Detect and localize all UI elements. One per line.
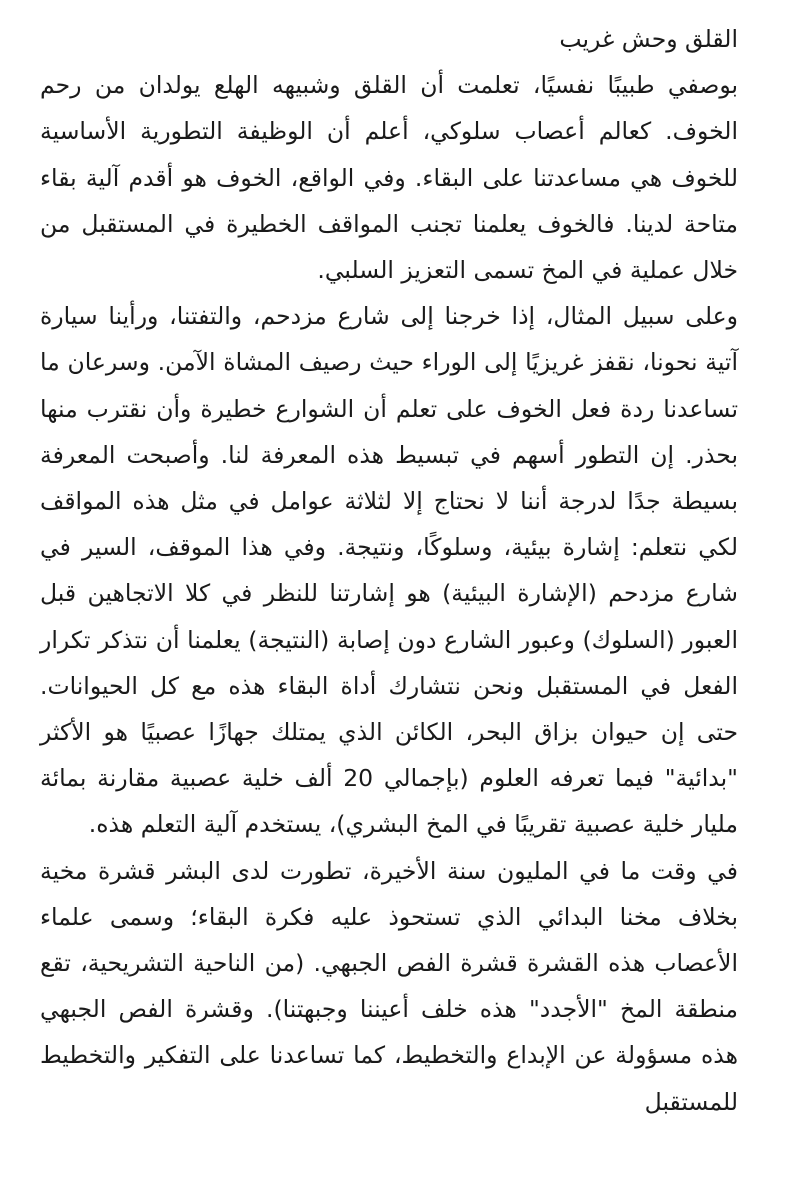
paragraph-prefrontal-cortex: في وقت ما في المليون سنة الأخيرة، تطورت لدى البشر قشرة مخية بخلاف مخنا البدائي الذي تستحوذ عليه فكرة البقاء؛ وسمى علماء الأعصاب هذه القشرة قشرة الفص الجبهي. (من الناحية التشريحية، تقع منطقة المخ "الأجدد" هذه خلف أعيننا وجبهتنا). وقشرة الفص الجبهي هذه مسؤولة عن الإبداع والتخطيط، كما تساعدنا على التفكير والتخطيط للمستقبل [40, 856, 738, 1116]
paragraph-street-example: وعلى سبيل المثال، إذا خرجنا إلى شارع مزدحم، والتفتنا، ورأينا سيارة آتية نحونا، نقفز غريزيًا إلى الوراء حيث رصيف المشاة الآمن. وسرعان ما تساعدنا ردة فعل الخوف على تعلم أن الشوارع خطيرة وأن نقترب منها بحذر. إن التطور أسهم في تبسيط هذه المعرفة لنا. وأصبحت المعرفة بسيطة جدًا لدرجة أننا لا نحتاج إلا لثلاثة عوامل في مثل هذه المواقف لكي نتعلم: إشارة بيئية، وسلوكًا، ونتيجة. وفي هذا الموقف، السير في شارع مزدحم (الإشارة البيئية) هو إشارتنا للنظر في كلا الاتجاهين قبل العبور (السلوك) وعبور الشارع دون إصابة (النتيجة) يعلمنا أن نتذكر تكرار الفعل في المستقبل ونحن نتشارك أداة البقاء هذه مع كل الحيوانات. حتى إن حيوان بزاق البحر، الكائن الذي يمتلك جهازًا عصبيًا هو الأكثر "بدائية" فيما تعرفه العلوم (بإجمالي 20 ألف خلية عصبية مقارنة بمائة مليار خلية عصبية تقريبًا في المخ البشري)، يستخدم آلية التعلم هذه. [40, 302, 738, 839]
paragraph-fear-origin: بوصفي طبيبًا نفسيًا، تعلمت أن القلق وشبيهه الهلع يولدان من رحم الخوف. كعالم أعصاب سلوكي، أعلم أن الوظيفة التطورية الأساسية للخوف هي مساعدتنا على البقاء. وفي الواقع، الخوف هو أقدم آلية بقاء متاحة لدينا. فالخوف يعلمنا تجنب المواقف الخطيرة في المستقبل من خلال عملية في المخ تسمى التعزيز السلبي. [40, 71, 738, 285]
document-title: القلق وحش غريب [559, 25, 738, 53]
